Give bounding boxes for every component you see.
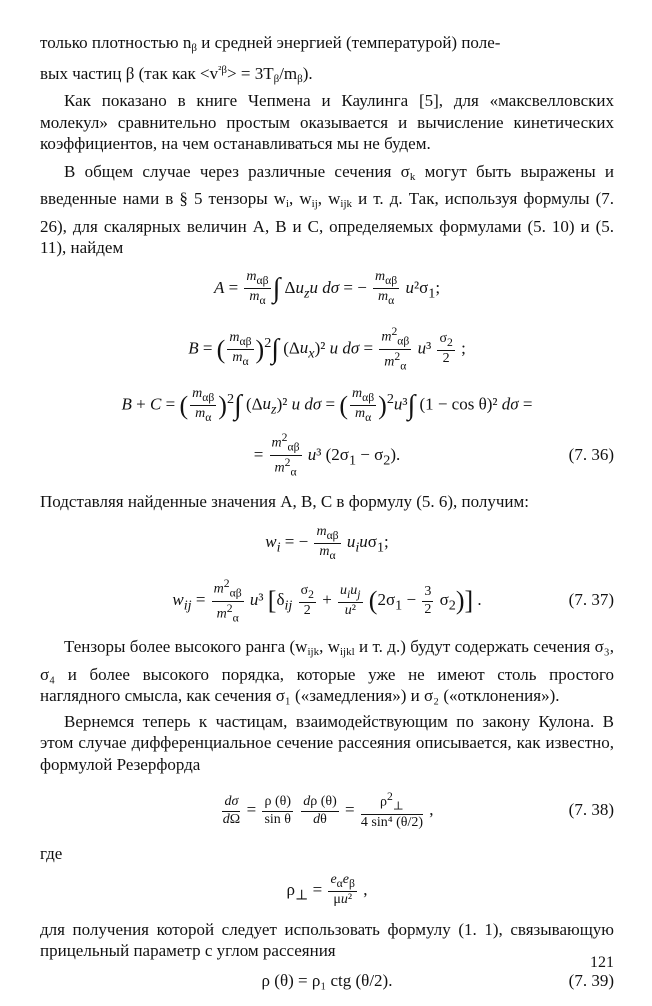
text: i — [285, 198, 290, 210]
paragraph-4: Подставляя найденные значения A, B, C в формулу (5. 6), получим: — [40, 491, 530, 511]
text: только плотностью n — [40, 33, 192, 52]
paragraph-2: Как показано в книге Чепмена и Каулинга [5], для «максвелловских молекул» сравнительно простым оказывается и вычисление кинетических коэффициентов, на чем останавливаться мы не будем. — [40, 91, 614, 153]
equation-number: (7. 39) — [568, 970, 614, 990]
equation-b: B = ( $\frac{m_{\alpha\beta}}{m_\alpha}$ )$^2$∫ $(\Delta u_x)^2$ u dσ = $\frac{m^2_{\alpha\beta}}{m^2_\alpha}$ u³ $\frac{\sigma_2}{2}$ ; — [188, 325, 466, 373]
text: , w — [317, 189, 341, 208]
text: /m — [279, 63, 298, 83]
text: ij — [311, 198, 318, 210]
text: ijk — [307, 646, 320, 658]
text: могут быть выражены и введенные нами в § 5 тензоры w — [40, 161, 614, 208]
page-content — [40, 32, 614, 996]
paragraph-1 — [40, 32, 614, 90]
equation-b-plus-c: B + C = ( $\frac{m_{\alpha\beta}}{m_\alpha}$ )$^2$∫ $(\Delta u_z)^2$ u dσ = ( $\frac{m_{\alpha\beta}}{m_\alpha}$ )$^2$u³∫ (1 − cos θ)² dσ = — [121, 385, 533, 424]
paragraph-3 — [40, 161, 614, 259]
equation-7-36: = $\frac{m^2_{\alpha\beta}}{m^2_\alpha}$ u³ $(2\sigma_1 - \sigma_2)$. (7. 36) — [40, 427, 614, 483]
equation-7-37: $w_{ij}$ = $\frac{m^2_{\alpha\beta}}{m^2_\alpha}$ u³ [$\delta_{ij}$ $\frac{\sigma_2}{2}$ + $\frac{u_iu_j}{\text{u²}}$ ($2\sigma_1$ − $\frac{3}{2}$ $\sigma_2$)] . (7. 37) — [40, 572, 614, 628]
text: ijkl — [340, 646, 355, 658]
paragraph-5 — [40, 636, 614, 707]
text: β — [273, 72, 280, 85]
text: ijk — [340, 198, 353, 210]
equation-a: A = $\frac{m_{\alpha\beta}}{m_\alpha}$ ∫ $\Delta u_zu$ dσ = − $\frac{m_{\alpha\beta}}{m_\alpha}$ $u^2\sigma_1$; — [213, 269, 441, 307]
text: ). — [302, 63, 313, 83]
text: Тензоры более высокого ранга (w — [64, 637, 308, 656]
equation-text: ρ (θ) = ρ₁ ctg (θ/2). — [261, 970, 393, 990]
text: , w — [289, 189, 312, 208]
paragraph-6: Вернемся теперь к частицам, взаимодействующим по закону Кулона. В этом случае дифференциальное сечение рассеяния описывается, как известно, формулой Резерфорда — [40, 711, 614, 774]
equation-number: (7. 38) — [568, 800, 614, 819]
text: β — [191, 42, 197, 54]
text: ²β — [218, 63, 228, 76]
text: В общем случае через различные сечения σ — [64, 161, 410, 181]
equation-number: (7. 37) — [568, 590, 614, 609]
text: и т. д.) будут содержать сечения σ₃, σ₄ и более высокого порядка, которые уже не имеют столь простого наглядного смысла, как сечения σ₁ («замедления») и σ₂ («отклонения»). — [40, 637, 614, 705]
where-label: где — [40, 844, 63, 863]
text: β — [297, 72, 303, 85]
text: , w — [319, 637, 340, 656]
equation-7-38: $\frac{d\sigma}{d\Omega}$ = $\frac{\rho (\theta)}{\text{sin θ}}$ $\frac{d\rho (\theta)}{d\theta}$ = $\frac{\rho^2_\perp}{\text{4 sin⁴ (θ/2)}}$ , (7. 38) — [40, 781, 614, 839]
equation-7-39 — [40, 966, 614, 996]
paragraph-7: для получения которой следует использовать формулу (1. 1), связывающую прицельный параметр с углом рассеяния — [40, 919, 614, 960]
text: и средней энергией (температурой) поле- — [196, 33, 501, 52]
page-number: 121 — [590, 954, 614, 971]
text: k — [409, 170, 416, 183]
equation-wi: $w_i$ = − $\frac{m_{\alpha\beta}}{m_\alpha}$ $u_iu\sigma_1$; — [265, 523, 389, 562]
text: и т. д. Так, используя формулы (7. 26), для скалярных величин A, B и C, определяемых формулами (5. 10) и (5. 11), найдем — [40, 189, 615, 257]
text: > = 3T — [227, 63, 274, 83]
text: вых частиц β (так как <v — [40, 63, 219, 83]
equation-rho-perp: $\rho_\perp$ = $\frac{e_\alpha e_\beta}{\text{μu²}}$ , — [286, 872, 368, 908]
equation-number: (7. 36) — [568, 444, 614, 464]
